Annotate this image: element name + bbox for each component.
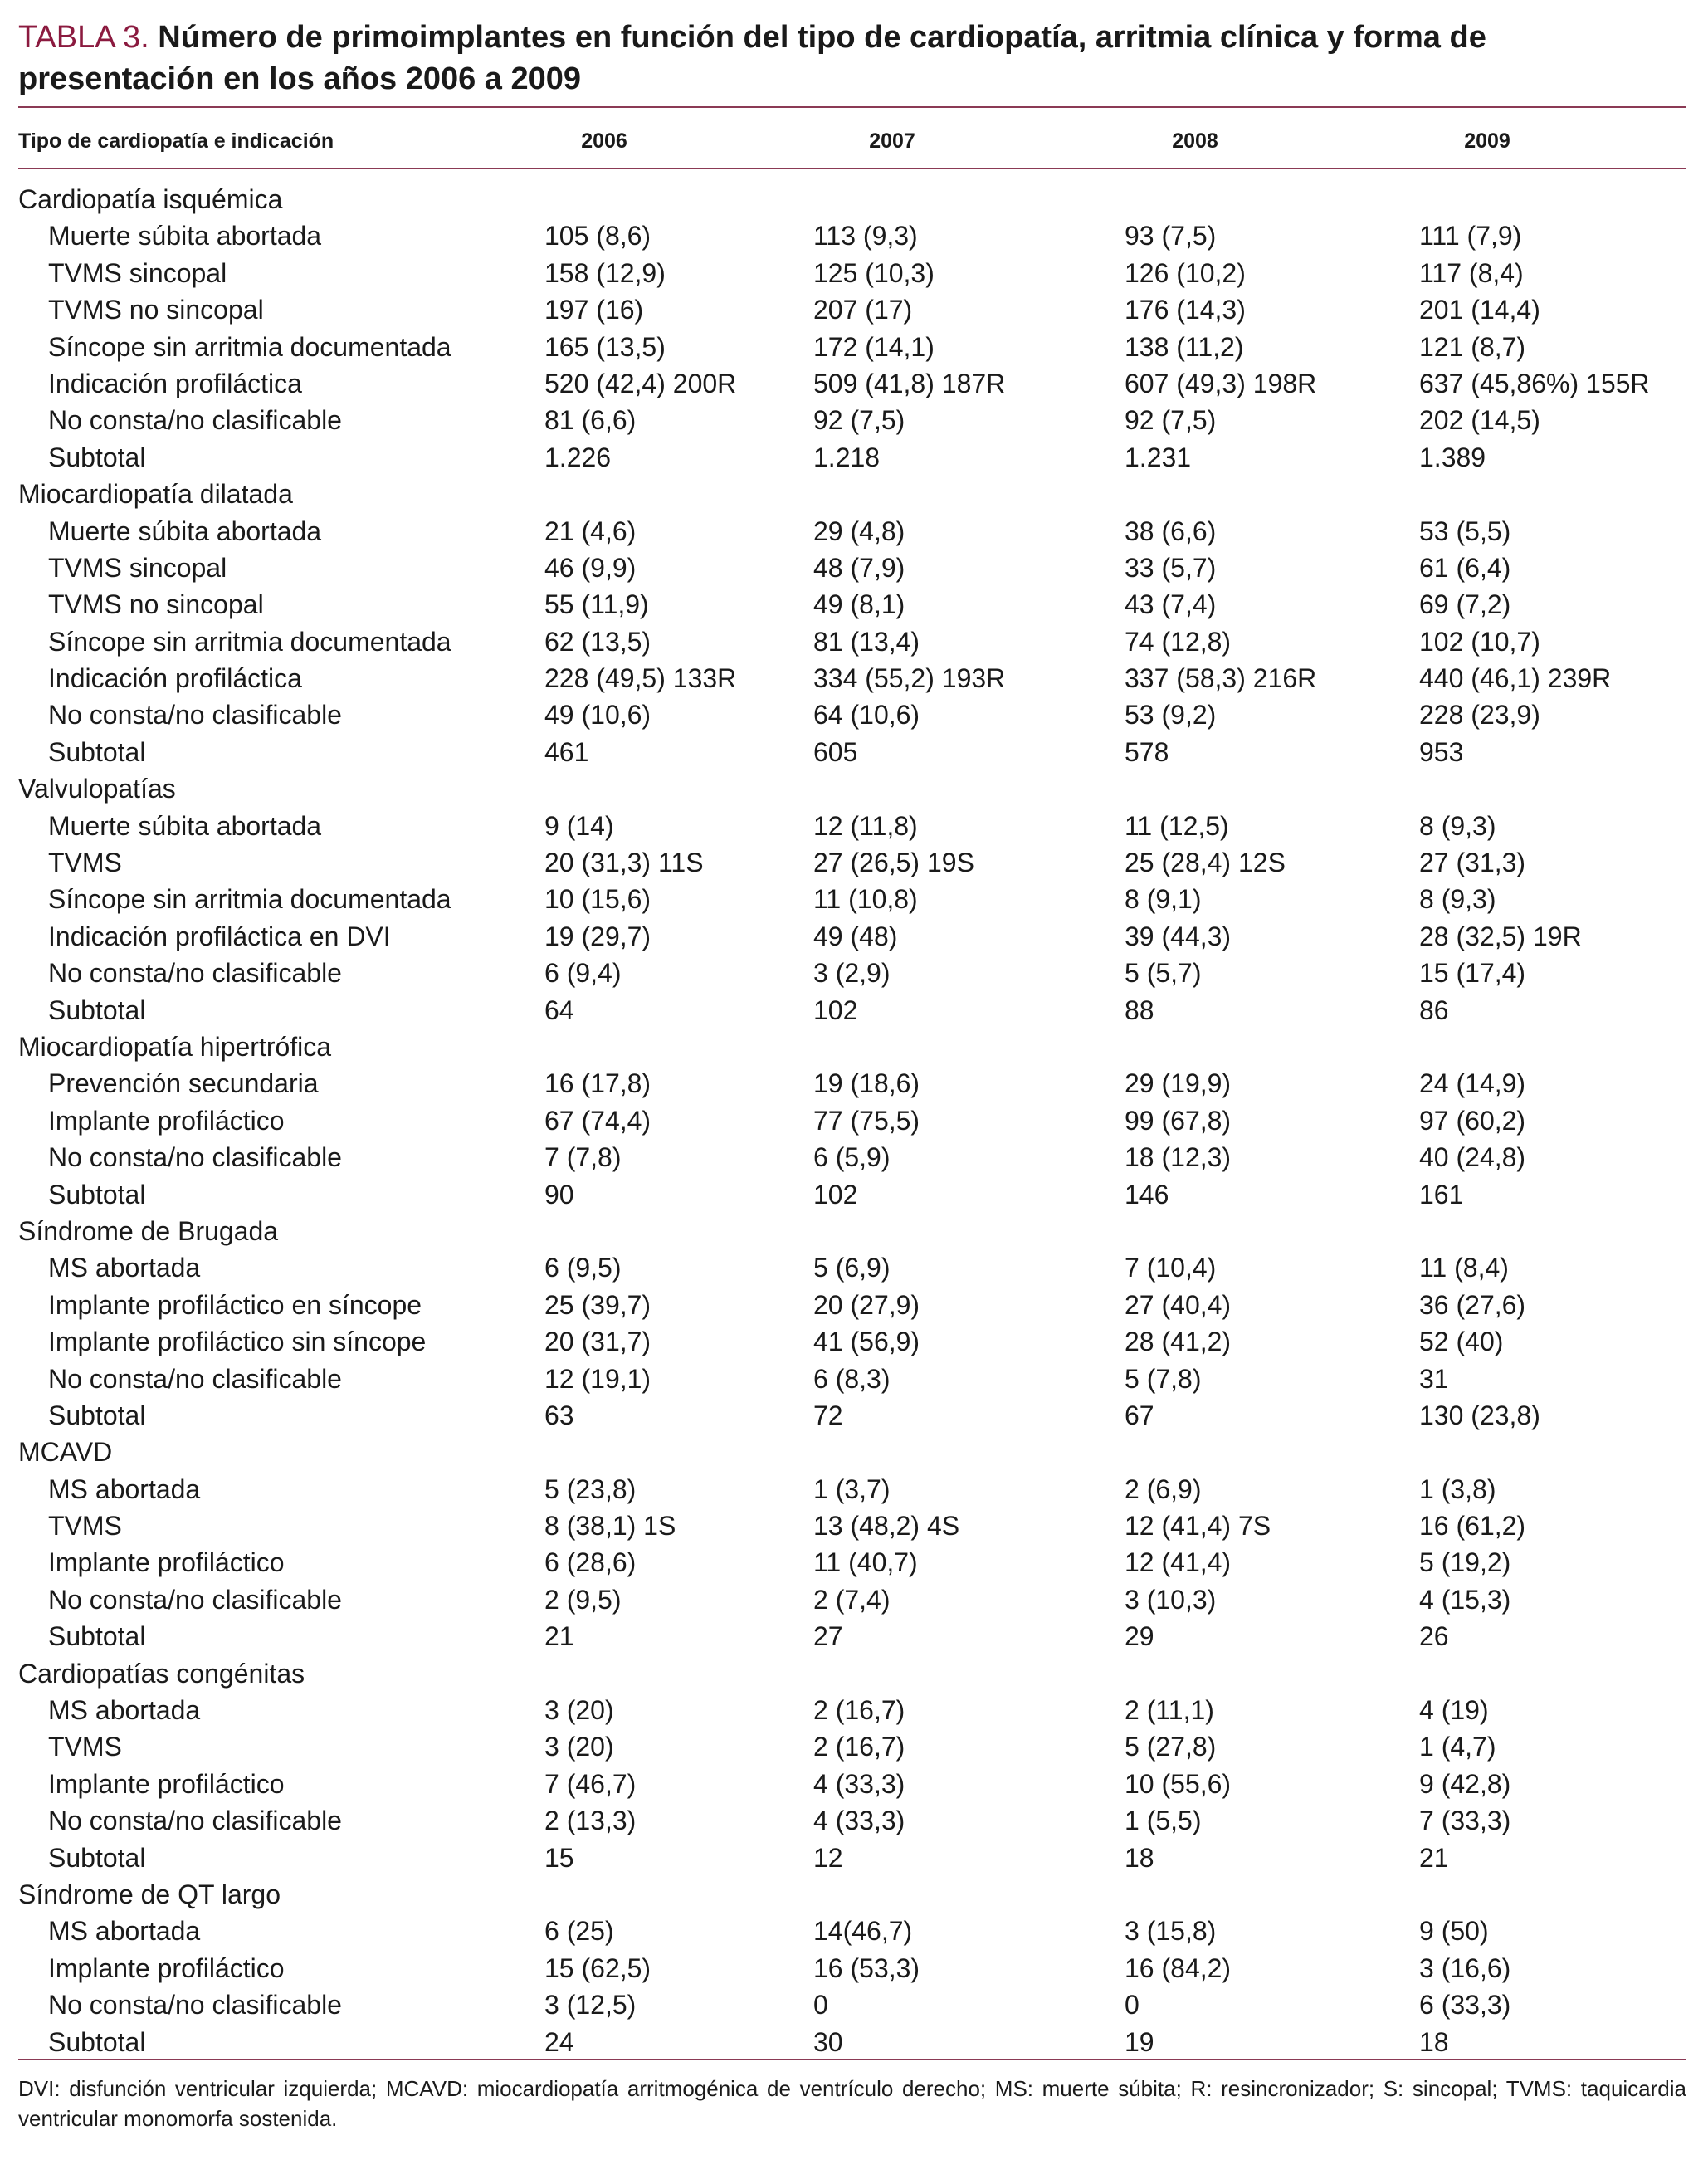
cell-2007: 125 (10,3) <box>813 257 935 288</box>
cell-2006: 15 (62,5) <box>544 1952 651 1983</box>
row-label: MS abortada <box>48 1695 201 1726</box>
table-row <box>0 660 1708 696</box>
cell-2009: 953 <box>1419 736 1464 767</box>
cell-2008: 88 <box>1125 995 1154 1025</box>
cell-2007: 92 (7,5) <box>813 405 905 436</box>
cell-2008: 2 (11,1) <box>1125 1695 1214 1726</box>
cell-2006: 90 <box>544 1179 574 1210</box>
cell-2006: 105 (8,6) <box>544 221 651 252</box>
category-label: Miocardiopatía dilatada <box>18 479 293 510</box>
table-row <box>0 1581 1708 1618</box>
row-label: MS abortada <box>48 1253 201 1283</box>
row-label: No consta/no clasificable <box>48 700 342 731</box>
category-label: Valvulopatías <box>18 774 176 804</box>
cell-2007: 172 (14,1) <box>813 331 935 362</box>
table-row <box>0 255 1708 291</box>
cell-2009: 201 (14,4) <box>1419 295 1540 325</box>
table-row <box>0 550 1708 586</box>
row-label: Implante profiláctico <box>48 1768 285 1799</box>
table-row <box>0 291 1708 328</box>
cell-2008: 1.231 <box>1125 442 1192 472</box>
cell-2006: 3 (20) <box>544 1695 614 1726</box>
header-year-2006: 2006 <box>581 130 627 153</box>
bottom-rule <box>18 2059 1686 2060</box>
cell-2008: 2 (6,9) <box>1125 1473 1202 1504</box>
cell-2008: 18 <box>1125 1842 1154 1873</box>
table-row <box>0 1508 1708 1544</box>
cell-2006: 25 (39,7) <box>544 1289 651 1320</box>
cell-2009: 1 (3,8) <box>1419 1473 1496 1504</box>
cell-2007: 5 (6,9) <box>813 1253 891 1283</box>
cell-2008: 29 <box>1125 1621 1154 1652</box>
cell-2006: 5 (23,8) <box>544 1473 637 1504</box>
row-label: Prevención secundaria <box>48 1068 319 1099</box>
cell-2006: 16 (17,8) <box>544 1068 651 1099</box>
subtotal-row <box>0 1840 1708 1876</box>
cell-2007: 27 (26,5) 19S <box>813 848 974 878</box>
cell-2006: 67 (74,4) <box>544 1105 651 1136</box>
table-number: TABLA 3. <box>18 20 149 55</box>
cell-2006: 197 (16) <box>544 295 644 325</box>
subtotal-row <box>0 1176 1708 1213</box>
cell-2006: 228 (49,5) 133R <box>544 663 737 694</box>
cell-2009: 69 (7,2) <box>1419 589 1511 620</box>
cell-2007: 14(46,7) <box>813 1916 913 1947</box>
row-label: TVMS sincopal <box>48 257 227 288</box>
cell-2009: 9 (42,8) <box>1419 1768 1511 1799</box>
row-label: Subtotal <box>48 442 146 472</box>
cell-2008: 38 (6,6) <box>1125 516 1217 546</box>
cell-2007: 6 (8,3) <box>813 1363 891 1394</box>
cell-2007: 509 (41,8) 187R <box>813 368 1006 398</box>
cell-2007: 48 (7,9) <box>813 552 905 583</box>
table-row <box>0 1287 1708 1323</box>
cell-2009: 26 <box>1419 1621 1449 1652</box>
row-label: TVMS <box>48 848 122 878</box>
table-header <box>0 125 1708 158</box>
cell-2008: 25 (28,4) 12S <box>1125 848 1286 878</box>
category-row <box>0 770 1708 807</box>
row-label: Indicación profiláctica <box>48 663 302 694</box>
table-title <box>18 17 1686 100</box>
table-footnote: DVI: disfunción ventricular izquierda; MCAVD: miocardiopatía arritmogénica de ventrículo derecho; MS: muerte súbita; R: resincronizador; S: sincopal; TVMS: taquicardia ventricular monomorfa sostenida. <box>18 2076 1686 2131</box>
cell-2009: 9 (50) <box>1419 1916 1489 1947</box>
cell-2006: 81 (6,6) <box>544 405 637 436</box>
cell-2006: 55 (11,9) <box>544 589 649 620</box>
row-label: Implante profiláctico <box>48 1952 285 1983</box>
subtotal-row <box>0 439 1708 476</box>
cell-2007: 12 (11,8) <box>813 810 918 841</box>
cell-2009: 31 <box>1419 1363 1449 1394</box>
category-label: Síndrome de Brugada <box>18 1215 279 1246</box>
cell-2008: 7 (10,4) <box>1125 1253 1217 1283</box>
cell-2008: 29 (19,9) <box>1125 1068 1232 1099</box>
row-label: TVMS no sincopal <box>48 295 264 325</box>
cell-2008: 39 (44,3) <box>1125 921 1232 951</box>
table-row <box>0 217 1708 254</box>
category-row <box>0 476 1708 512</box>
cell-2009: 97 (60,2) <box>1419 1105 1526 1136</box>
cell-2007: 0 <box>813 1990 828 2021</box>
table-row <box>0 513 1708 550</box>
cell-2009: 36 (27,6) <box>1419 1289 1526 1320</box>
cell-2009: 5 (19,2) <box>1419 1547 1511 1578</box>
row-label: No consta/no clasificable <box>48 958 342 989</box>
table-row <box>0 1361 1708 1397</box>
cell-2007: 207 (17) <box>813 295 913 325</box>
category-row <box>0 1213 1708 1249</box>
cell-2008: 126 (10,2) <box>1125 257 1246 288</box>
cell-2007: 49 (48) <box>813 921 898 951</box>
cell-2007: 2 (16,7) <box>813 1732 905 1762</box>
cell-2008: 19 <box>1125 2026 1154 2057</box>
cell-2006: 64 <box>544 995 574 1025</box>
cell-2008: 74 (12,8) <box>1125 626 1232 657</box>
cell-2008: 18 (12,3) <box>1125 1142 1232 1173</box>
cell-2009: 28 (32,5) 19R <box>1419 921 1582 951</box>
cell-2009: 111 (7,9) <box>1419 221 1522 252</box>
cell-2009: 18 <box>1419 2026 1449 2057</box>
cell-2008: 578 <box>1125 736 1169 767</box>
row-label: Implante profiláctico <box>48 1105 285 1136</box>
category-row <box>0 1029 1708 1065</box>
cell-2006: 7 (7,8) <box>544 1142 622 1173</box>
cell-2007: 29 (4,8) <box>813 516 905 546</box>
row-label: MS abortada <box>48 1473 201 1504</box>
cell-2007: 77 (75,5) <box>813 1105 920 1136</box>
table-row <box>0 1323 1708 1360</box>
cell-2006: 19 (29,7) <box>544 921 651 951</box>
cell-2007: 102 <box>813 1179 858 1210</box>
table-row <box>0 586 1708 623</box>
table-caption: Número de primoimplantes en función del tipo de cardiopatía, arritmia clínica y forma de presentación en los años 2006 a 2009 <box>18 20 1486 96</box>
cell-2007: 102 <box>813 995 858 1025</box>
subtotal-row <box>0 1618 1708 1654</box>
cell-2006: 461 <box>544 736 589 767</box>
cell-2009: 1 (4,7) <box>1419 1732 1496 1762</box>
category-row <box>0 1876 1708 1913</box>
cell-2007: 72 <box>813 1400 843 1430</box>
row-label: Subtotal <box>48 1621 146 1652</box>
row-label: Muerte súbita abortada <box>48 221 322 252</box>
cell-2008: 12 (41,4) <box>1125 1547 1232 1578</box>
cell-2008: 33 (5,7) <box>1125 552 1217 583</box>
table-row <box>0 1544 1708 1581</box>
cell-2007: 605 <box>813 736 858 767</box>
cell-2006: 21 <box>544 1621 574 1652</box>
header-year-2008: 2008 <box>1172 130 1218 153</box>
cell-2009: 11 (8,4) <box>1419 1253 1509 1283</box>
cell-2007: 2 (16,7) <box>813 1695 905 1726</box>
cell-2006: 7 (46,7) <box>544 1768 637 1799</box>
table-row <box>0 918 1708 955</box>
cell-2007: 49 (8,1) <box>813 589 905 620</box>
cell-2007: 6 (5,9) <box>813 1142 891 1173</box>
category-label: Cardiopatía isquémica <box>18 184 283 214</box>
row-label: Síncope sin arritmia documentada <box>48 626 451 657</box>
cell-2006: 3 (12,5) <box>544 1990 637 2021</box>
cell-2006: 9 (14) <box>544 810 614 841</box>
row-label: Subtotal <box>48 1400 146 1430</box>
category-label: Miocardiopatía hipertrófica <box>18 1031 332 1062</box>
cell-2009: 102 (10,7) <box>1419 626 1540 657</box>
cell-2006: 21 (4,6) <box>544 516 637 546</box>
table-row <box>0 1766 1708 1802</box>
cell-2007: 1 (3,7) <box>813 1473 891 1504</box>
subtotal-row <box>0 734 1708 770</box>
cell-2008: 146 <box>1125 1179 1169 1210</box>
cell-2009: 121 (8,7) <box>1419 331 1526 362</box>
cell-2008: 337 (58,3) 216R <box>1125 663 1317 694</box>
cell-2008: 1 (5,5) <box>1125 1806 1202 1836</box>
table-row <box>0 365 1708 402</box>
cell-2007: 30 <box>813 2026 843 2057</box>
cell-2009: 637 (45,86%) 155R <box>1419 368 1650 398</box>
cell-2007: 2 (7,4) <box>813 1584 891 1615</box>
row-label: No consta/no clasificable <box>48 1990 342 2021</box>
cell-2009: 24 (14,9) <box>1419 1068 1526 1099</box>
cell-2009: 3 (16,6) <box>1419 1952 1511 1983</box>
row-label: Subtotal <box>48 995 146 1025</box>
cell-2009: 440 (46,1) 239R <box>1419 663 1612 694</box>
cell-2006: 3 (20) <box>544 1732 614 1762</box>
row-label: TVMS <box>48 1511 122 1542</box>
cell-2009: 21 <box>1419 1842 1449 1873</box>
cell-2006: 2 (13,3) <box>544 1806 637 1836</box>
row-label: No consta/no clasificable <box>48 1142 342 1173</box>
row-label: No consta/no clasificable <box>48 1806 342 1836</box>
table-row <box>0 955 1708 991</box>
table-row <box>0 1249 1708 1286</box>
cell-2008: 53 (9,2) <box>1125 700 1217 731</box>
row-label: Síncope sin arritmia documentada <box>48 331 451 362</box>
row-label: Síncope sin arritmia documentada <box>48 884 451 915</box>
table-row <box>0 1139 1708 1175</box>
cell-2008: 43 (7,4) <box>1125 589 1217 620</box>
cell-2006: 6 (9,5) <box>544 1253 622 1283</box>
cell-2008: 10 (55,6) <box>1125 1768 1232 1799</box>
cell-2007: 27 <box>813 1621 843 1652</box>
cell-2009: 52 (40) <box>1419 1327 1504 1357</box>
row-label: TVMS sincopal <box>48 552 227 583</box>
cell-2009: 130 (23,8) <box>1419 1400 1540 1430</box>
cell-2008: 99 (67,8) <box>1125 1105 1232 1136</box>
table-row <box>0 1102 1708 1139</box>
category-label: Cardiopatías congénitas <box>18 1658 305 1689</box>
cell-2008: 3 (15,8) <box>1125 1916 1217 1947</box>
cell-2006: 24 <box>544 2026 574 2057</box>
cell-2007: 81 (13,4) <box>813 626 920 657</box>
cell-2009: 16 (61,2) <box>1419 1511 1526 1542</box>
cell-2007: 4 (33,3) <box>813 1806 905 1836</box>
row-label: MS abortada <box>48 1916 201 1947</box>
header-indication: Tipo de cardiopatía e indicación <box>18 130 334 153</box>
row-label: Subtotal <box>48 736 146 767</box>
table-row <box>0 1950 1708 1987</box>
table-row <box>0 623 1708 660</box>
cell-2009: 202 (14,5) <box>1419 405 1540 436</box>
cell-2006: 158 (12,9) <box>544 257 666 288</box>
row-label: Implante profiláctico en síncope <box>48 1289 422 1320</box>
header-year-2009: 2009 <box>1464 130 1510 153</box>
table-row <box>0 696 1708 733</box>
row-label: TVMS <box>48 1732 122 1762</box>
cell-2008: 5 (7,8) <box>1125 1363 1202 1394</box>
cell-2008: 11 (12,5) <box>1125 810 1229 841</box>
category-row <box>0 1655 1708 1692</box>
row-label: TVMS no sincopal <box>48 589 264 620</box>
top-rule <box>18 106 1686 108</box>
category-label: Síndrome de QT largo <box>18 1879 281 1909</box>
table-row <box>0 881 1708 917</box>
cell-2006: 520 (42,4) 200R <box>544 368 737 398</box>
cell-2009: 7 (33,3) <box>1419 1806 1511 1836</box>
row-label: No consta/no clasificable <box>48 1584 342 1615</box>
subtotal-row <box>0 2024 1708 2060</box>
cell-2006: 8 (38,1) 1S <box>544 1511 676 1542</box>
row-label: Subtotal <box>48 1179 146 1210</box>
cell-2007: 4 (33,3) <box>813 1768 905 1799</box>
row-label: Implante profiláctico sin síncope <box>48 1327 427 1357</box>
cell-2008: 93 (7,5) <box>1125 221 1217 252</box>
cell-2009: 8 (9,3) <box>1419 884 1496 915</box>
cell-2007: 11 (10,8) <box>813 884 918 915</box>
cell-2007: 13 (48,2) 4S <box>813 1511 960 1542</box>
category-label: MCAVD <box>18 1437 113 1468</box>
cell-2008: 0 <box>1125 1990 1139 2021</box>
table-row <box>0 1471 1708 1508</box>
cell-2009: 40 (24,8) <box>1419 1142 1526 1173</box>
cell-2007: 12 <box>813 1842 843 1873</box>
cell-2006: 15 <box>544 1842 574 1873</box>
cell-2009: 117 (8,4) <box>1419 257 1524 288</box>
cell-2006: 6 (25) <box>544 1916 614 1947</box>
cell-2008: 176 (14,3) <box>1125 295 1246 325</box>
cell-2006: 10 (15,6) <box>544 884 651 915</box>
cell-2009: 61 (6,4) <box>1419 552 1511 583</box>
category-row <box>0 181 1708 217</box>
cell-2009: 27 (31,3) <box>1419 848 1526 878</box>
cell-2007: 64 (10,6) <box>813 700 920 731</box>
cell-2009: 86 <box>1419 995 1449 1025</box>
category-row <box>0 1434 1708 1470</box>
cell-2008: 27 (40,4) <box>1125 1289 1232 1320</box>
cell-2006: 6 (28,6) <box>544 1547 637 1578</box>
row-label: Indicación profiláctica <box>48 368 302 398</box>
row-label: Implante profiláctico <box>48 1547 285 1578</box>
row-label: Muerte súbita abortada <box>48 516 322 546</box>
cell-2008: 607 (49,3) 198R <box>1125 368 1317 398</box>
cell-2007: 3 (2,9) <box>813 958 891 989</box>
cell-2008: 92 (7,5) <box>1125 405 1217 436</box>
cell-2006: 2 (9,5) <box>544 1584 622 1615</box>
table-row <box>0 808 1708 844</box>
cell-2008: 138 (11,2) <box>1125 331 1244 362</box>
subtotal-row <box>0 1397 1708 1434</box>
cell-2009: 4 (15,3) <box>1419 1584 1511 1615</box>
cell-2007: 16 (53,3) <box>813 1952 920 1983</box>
cell-2006: 1.226 <box>544 442 612 472</box>
cell-2007: 113 (9,3) <box>813 221 918 252</box>
header-rule <box>18 168 1686 169</box>
table-row <box>0 1913 1708 1949</box>
row-label: Indicación profiláctica en DVI <box>48 921 391 951</box>
cell-2009: 1.389 <box>1419 442 1486 472</box>
cell-2009: 6 (33,3) <box>1419 1990 1511 2021</box>
cell-2008: 67 <box>1125 1400 1154 1430</box>
row-label: Subtotal <box>48 1842 146 1873</box>
cell-2007: 11 (40,7) <box>813 1547 918 1578</box>
cell-2007: 20 (27,9) <box>813 1289 920 1320</box>
cell-2007: 41 (56,9) <box>813 1327 920 1357</box>
table-row <box>0 1065 1708 1102</box>
header-year-2007: 2007 <box>869 130 915 153</box>
table-row <box>0 1987 1708 2023</box>
cell-2006: 62 (13,5) <box>544 626 651 657</box>
cell-2007: 334 (55,2) 193R <box>813 663 1006 694</box>
cell-2008: 5 (5,7) <box>1125 958 1202 989</box>
row-label: Muerte súbita abortada <box>48 810 322 841</box>
row-label: No consta/no clasificable <box>48 405 342 436</box>
cell-2009: 15 (17,4) <box>1419 958 1526 989</box>
cell-2006: 165 (13,5) <box>544 331 666 362</box>
cell-2006: 46 (9,9) <box>544 552 637 583</box>
cell-2006: 20 (31,7) <box>544 1327 651 1357</box>
cell-2009: 4 (19) <box>1419 1695 1489 1726</box>
cell-2009: 8 (9,3) <box>1419 810 1496 841</box>
cell-2007: 1.218 <box>813 442 881 472</box>
table-row <box>0 844 1708 881</box>
cell-2006: 63 <box>544 1400 574 1430</box>
cell-2008: 28 (41,2) <box>1125 1327 1232 1357</box>
cell-2006: 20 (31,3) 11S <box>544 848 704 878</box>
row-label: Subtotal <box>48 2026 146 2057</box>
table-body <box>0 181 1708 2060</box>
cell-2008: 12 (41,4) 7S <box>1125 1511 1271 1542</box>
table-row <box>0 402 1708 438</box>
cell-2008: 3 (10,3) <box>1125 1584 1217 1615</box>
cell-2009: 53 (5,5) <box>1419 516 1511 546</box>
cell-2009: 161 <box>1419 1179 1464 1210</box>
row-label: No consta/no clasificable <box>48 1363 342 1394</box>
cell-2008: 16 (84,2) <box>1125 1952 1232 1983</box>
table-row <box>0 1728 1708 1765</box>
table-row <box>0 1802 1708 1839</box>
cell-2009: 228 (23,9) <box>1419 700 1540 731</box>
cell-2006: 49 (10,6) <box>544 700 651 731</box>
cell-2008: 8 (9,1) <box>1125 884 1202 915</box>
cell-2008: 5 (27,8) <box>1125 1732 1217 1762</box>
cell-2006: 12 (19,1) <box>544 1363 651 1394</box>
cell-2007: 19 (18,6) <box>813 1068 920 1099</box>
subtotal-row <box>0 992 1708 1029</box>
table-row <box>0 1692 1708 1728</box>
table-row <box>0 329 1708 365</box>
cell-2006: 6 (9,4) <box>544 958 622 989</box>
